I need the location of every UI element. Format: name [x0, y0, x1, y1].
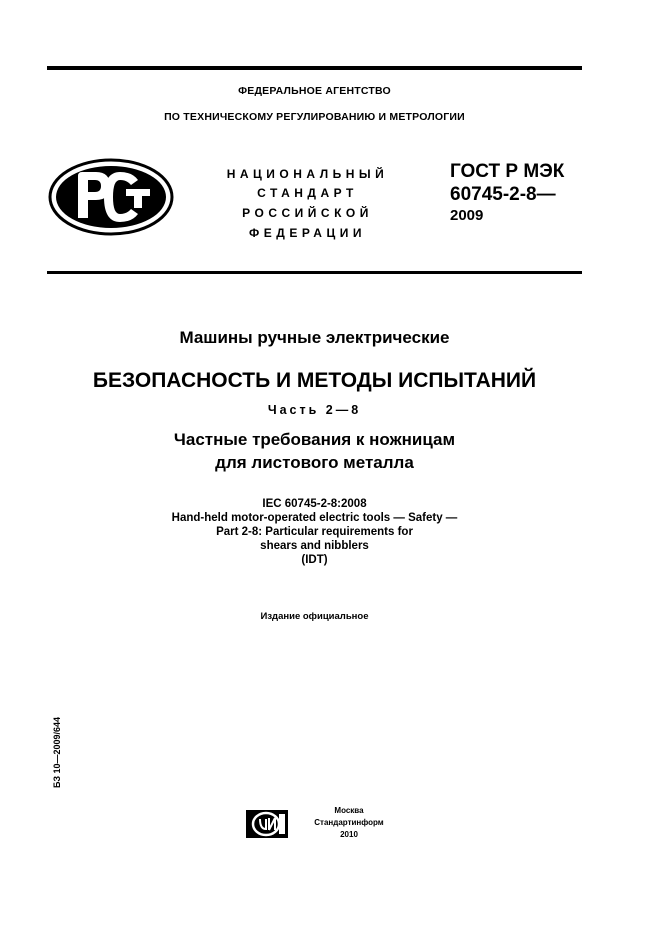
iec-line-4: shears and nibblers [260, 540, 369, 552]
document-title: БЕЗОПАСНОСТЬ И МЕТОДЫ ИСПЫТАНИЙ [92, 369, 537, 392]
national-line-4: ФЕДЕРАЦИИ [249, 226, 366, 240]
requirements-line-2: для листового металла [215, 453, 414, 472]
designation-year: 2009 [450, 207, 484, 224]
top-rule [47, 66, 582, 70]
iec-line-5: (IDT) [301, 554, 328, 566]
designation-line-2: 60745-2-8— [450, 184, 556, 205]
publisher-year: 2010 [340, 830, 358, 839]
publisher-name: Стандартинформ [314, 818, 384, 827]
standartinform-logo-icon [246, 810, 288, 838]
middle-rule [47, 271, 582, 274]
national-line-1: НАЦИОНАЛЬНЫЙ [226, 167, 389, 181]
agency-line-1: ФЕДЕРАЛЬНОЕ АГЕНТСТВО [238, 85, 391, 97]
national-line-2: СТАНДАРТ [257, 186, 358, 200]
designation-line-1: ГОСТ Р МЭК [450, 161, 565, 182]
national-line-3: РОССИЙСКОЙ [242, 206, 373, 220]
requirements-line-1: Частные требования к ножницам [173, 430, 456, 449]
iec-line-2: Hand-held motor-operated electric tools — Safety — [171, 512, 458, 524]
document-part: Часть 2—8 [267, 403, 362, 417]
agency-line-2: ПО ТЕХНИЧЕСКОМУ РЕГУЛИРОВАНИЮ И МЕТРОЛОГИИ [164, 111, 465, 123]
document-subtitle: Машины ручные электрические [179, 328, 450, 347]
publisher-city: Москва [334, 806, 364, 815]
iec-line-1: IEC 60745-2-8:2008 [262, 498, 367, 510]
gost-r-logo-icon [48, 158, 174, 236]
edition-label: Издание официальное [260, 611, 369, 622]
iec-line-3: Part 2-8: Particular requirements for [216, 526, 413, 538]
side-code: БЗ 10—2009/644 [52, 716, 62, 788]
